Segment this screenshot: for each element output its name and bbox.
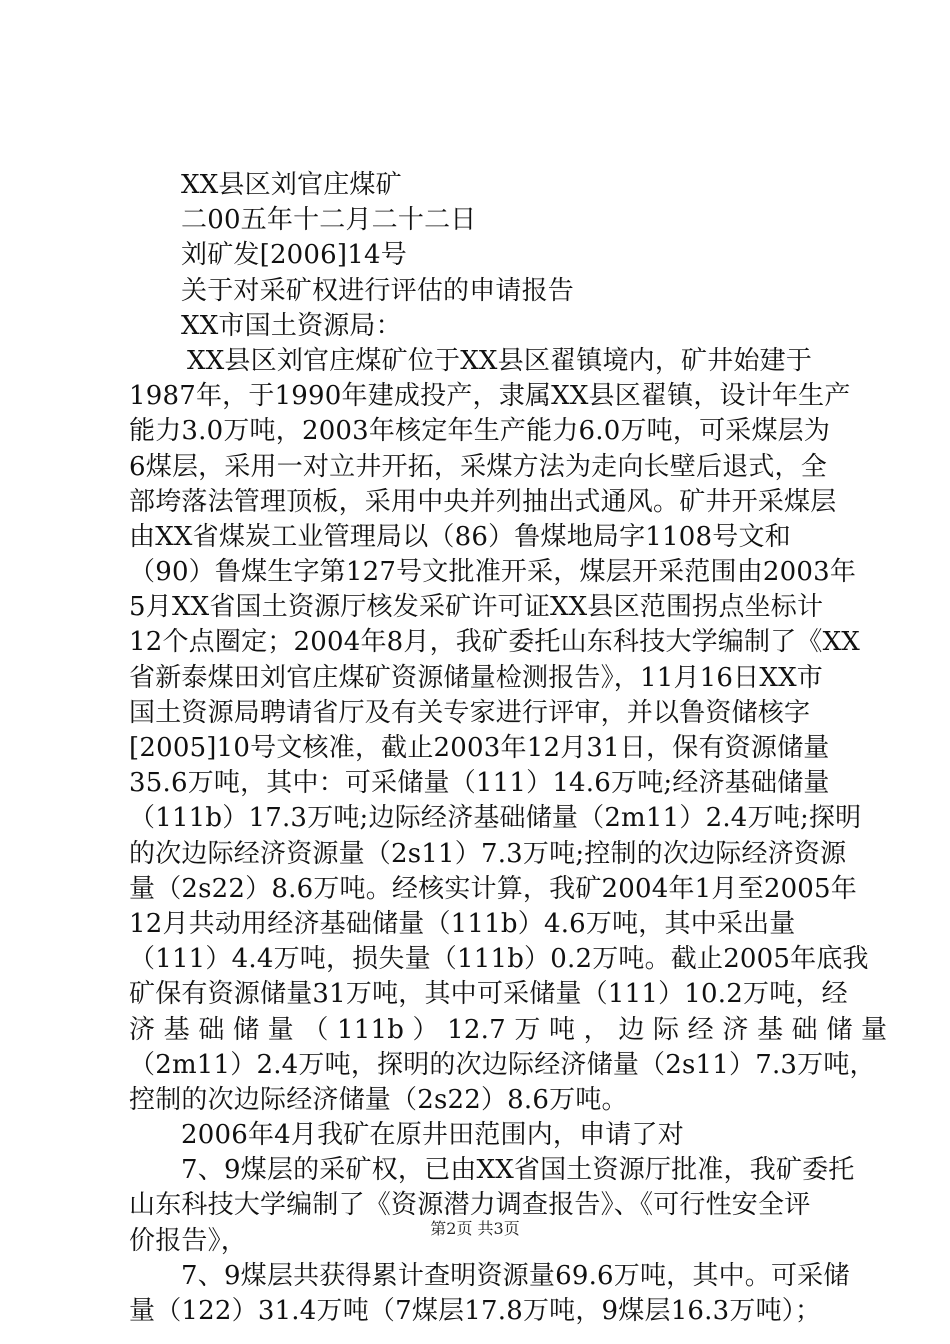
- paragraph-line: 7、9煤层的采矿权，已由XX省国土资源厅批准，我矿委托: [181, 1155, 855, 1186]
- page-footer: 第2页 共3页: [430, 1219, 520, 1238]
- document-title: 关于对采矿权进行评估的申请报告: [181, 275, 575, 306]
- paragraph-line: 由XX省煤炭工业管理局以（86）鲁煤地局字1108号文和: [129, 521, 791, 552]
- paragraph-line: 国土资源局聘请省厅及有关专家进行评审，并以鲁资储核字: [129, 697, 811, 728]
- paragraph-line: 35.6万吨，其中：可采储量（111）14.6万吨;经济基础储量: [129, 768, 830, 799]
- paragraph-line: 2006年4月我矿在原井田范围内，申请了对: [181, 1120, 684, 1151]
- paragraph-3: [129, 1153, 855, 1259]
- paragraph-line: 价报告》，: [129, 1225, 248, 1256]
- issue-date: 二00五年十二月二十二日: [181, 205, 477, 236]
- paragraph-line: 量（2s22）8.6万吨。经核实计算，我矿2004年1月至2005年: [129, 873, 857, 904]
- paragraph-line: 的次边际经济资源量（2s11）7.3万吨;控制的次边际经济资源: [129, 838, 847, 869]
- paragraph-line: （111b）17.3万吨;边际经济基础储量（2m11）2.4万吨;探明: [129, 803, 862, 834]
- paragraph-line: 省新泰煤田刘官庄煤矿资源储量检测报告》，11月16日XX市: [129, 662, 823, 693]
- paragraph-line: （111）4.4万吨，损失量（111b）0.2万吨。截止2005年底我: [129, 944, 869, 975]
- paragraph-1: [129, 344, 888, 1118]
- paragraph-line: 部垮落法管理顶板，采用中央并列抽出式通风。矿井开采煤层: [129, 486, 837, 517]
- paragraph-2: [129, 1118, 833, 1153]
- paragraph-line: 控制的次边际经济储量（2s22）8.6万吨。: [129, 1084, 628, 1115]
- paragraph-line: 矿保有资源储量31万吨，其中可采储量（111）10.2万吨，经: [129, 979, 848, 1010]
- paragraph-line: 5月XX省国土资源厅核发采矿许可证XX县区范围拐点坐标计: [129, 592, 824, 623]
- paragraph-line: XX县区刘官庄煤矿位于XX县区翟镇境内，矿井始建于: [187, 345, 813, 376]
- paragraph-line: [2005]10号文核准，截止2003年12月31日，保有资源储量: [129, 733, 830, 763]
- document-body: [129, 168, 888, 1329]
- paragraph-line: 济 基 础 储 量 （ 111b ） 12.7 万 吨 ， 边 际 经 济 基 础 储 量: [129, 1014, 888, 1045]
- paragraph-line: （90）鲁煤生字第127号文批准开采，煤层开采范围由2003年: [129, 557, 857, 588]
- paragraph-line: 7、9煤层共获得累计查明资源量69.6万吨，其中。可采储: [181, 1260, 850, 1291]
- paragraph-line: 6煤层，采用一对立井开拓，采煤方法为走向长壁后退式，全: [129, 451, 827, 482]
- paragraph-line: 能力3.0万吨，2003年核定年生产能力6.0万吨，可采煤层为: [129, 416, 831, 447]
- paragraph-line: 量（122）31.4万吨（7煤层17.8万吨，9煤层16.3万吨）；: [129, 1296, 822, 1326]
- document-number: 刘矿发[2006]14号: [181, 240, 407, 271]
- paragraph-4: [129, 1259, 850, 1329]
- paragraph-line: 12个点圈定；2004年8月，我矿委托山东科技大学编制了《XX: [129, 627, 861, 658]
- paragraph-line: 山东科技大学编制了《资源潜力调查报告》、《可行性安全评: [129, 1190, 811, 1221]
- recipient: XX市国土资源局：: [181, 310, 402, 341]
- paragraph-line: 1987年，于1990年建成投产，隶属XX县区翟镇，设计年生产: [129, 381, 851, 412]
- paragraph-line: （2m11）2.4万吨，探明的次边际经济储量（2s11）7.3万吨，: [129, 1049, 876, 1080]
- issuer-name: XX县区刘官庄煤矿: [181, 170, 402, 200]
- paragraph-line: 12月共动用经济基础储量（111b）4.6万吨，其中采出量: [129, 908, 796, 939]
